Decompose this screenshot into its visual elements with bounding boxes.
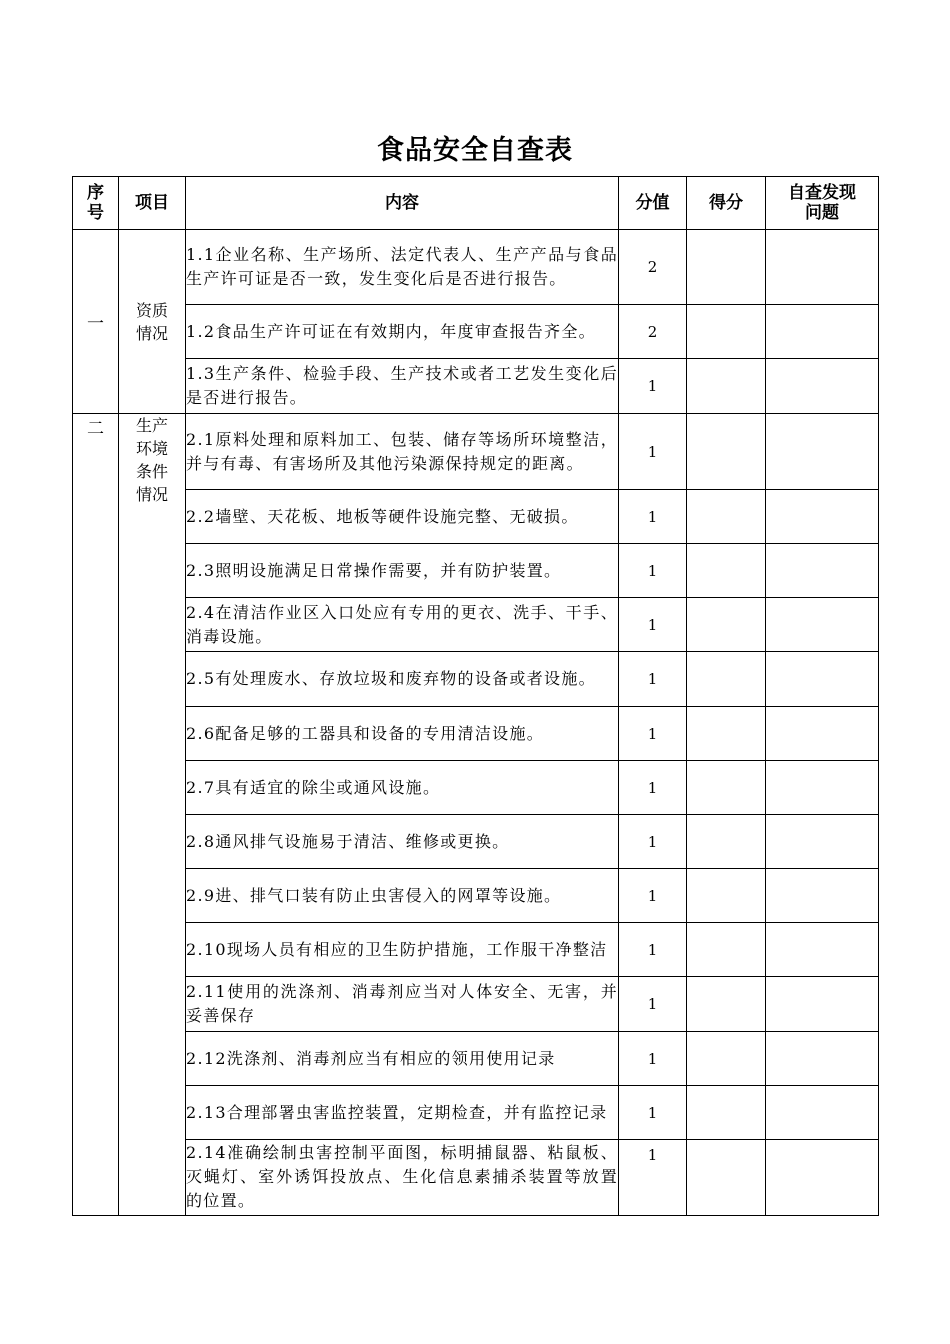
- row-score: 1: [619, 707, 687, 761]
- row-issues[interactable]: [766, 414, 879, 490]
- row-content: 2.5有处理废水、存放垃圾和废弃物的设备或者设施。: [186, 652, 619, 707]
- table-row: [73, 652, 879, 707]
- row-issues[interactable]: [766, 230, 879, 305]
- header-got: 得分: [687, 177, 766, 230]
- row-content: 2.3照明设施满足日常操作需要，并有防护装置。: [186, 544, 619, 598]
- section-seq: 一: [73, 230, 119, 414]
- table-row: [73, 977, 879, 1032]
- table-row: [73, 544, 879, 598]
- row-issues[interactable]: [766, 359, 879, 414]
- row-content: 2.6配备足够的工器具和设备的专用清洁设施。: [186, 707, 619, 761]
- row-got[interactable]: [687, 1032, 766, 1086]
- table-row: [73, 1086, 879, 1140]
- row-content: 2.1原料处理和原料加工、包装、储存等场所环境整洁，并与有毒、有害场所及其他污染源保持规定的距离。: [186, 414, 619, 490]
- row-issues[interactable]: [766, 490, 879, 544]
- table-row: [73, 490, 879, 544]
- row-content: 2.7具有适宜的除尘或通风设施。: [186, 761, 619, 815]
- table-row: [73, 761, 879, 815]
- row-issues[interactable]: [766, 1140, 879, 1216]
- row-content: 2.8通风排气设施易于清洁、维修或更换。: [186, 815, 619, 869]
- row-score: 2: [619, 305, 687, 359]
- row-got[interactable]: [687, 869, 766, 923]
- row-issues[interactable]: [766, 707, 879, 761]
- table-row: [73, 414, 879, 490]
- table-row: [73, 230, 879, 305]
- row-score: 1: [619, 815, 687, 869]
- row-content: 2.14准确绘制虫害控制平面图，标明捕鼠器、粘鼠板、灭蝇灯、室外诱饵投放点、生化信息素捕杀装置等放置的位置。: [186, 1140, 619, 1216]
- row-score: 1: [619, 869, 687, 923]
- row-score: 1: [619, 761, 687, 815]
- row-content: 2.10现场人员有相应的卫生防护措施，工作服干净整洁: [186, 923, 619, 977]
- table-row: [73, 815, 879, 869]
- row-got[interactable]: [687, 230, 766, 305]
- row-issues[interactable]: [766, 652, 879, 707]
- row-content: 2.11使用的洗涤剂、消毒剂应当对人体安全、无害，并妥善保存: [186, 977, 619, 1032]
- header-issues: 自查发现问题: [766, 177, 879, 230]
- row-got[interactable]: [687, 305, 766, 359]
- table-row: [73, 923, 879, 977]
- row-score: 1: [619, 977, 687, 1032]
- row-got[interactable]: [687, 414, 766, 490]
- table-row: [73, 707, 879, 761]
- row-score: 1: [619, 1140, 687, 1216]
- row-issues[interactable]: [766, 1086, 879, 1140]
- row-got[interactable]: [687, 1086, 766, 1140]
- row-content: 2.2墙壁、天花板、地板等硬件设施完整、无破损。: [186, 490, 619, 544]
- table-row: [73, 1032, 879, 1086]
- row-got[interactable]: [687, 359, 766, 414]
- row-got[interactable]: [687, 923, 766, 977]
- header-item: 项目: [119, 177, 186, 230]
- row-issues[interactable]: [766, 1032, 879, 1086]
- row-score: 1: [619, 652, 687, 707]
- section-item: 资质情况: [119, 230, 186, 414]
- page-title: 食品安全自查表: [377, 135, 573, 166]
- row-issues[interactable]: [766, 598, 879, 652]
- row-content: 2.12洗涤剂、消毒剂应当有相应的领用使用记录: [186, 1032, 619, 1086]
- table-row: [73, 869, 879, 923]
- row-content: 1.3生产条件、检验手段、生产技术或者工艺发生变化后是否进行报告。: [186, 359, 619, 414]
- row-score: 1: [619, 1086, 687, 1140]
- table-row: [73, 305, 879, 359]
- row-got[interactable]: [687, 707, 766, 761]
- row-issues[interactable]: [766, 923, 879, 977]
- row-score: 1: [619, 359, 687, 414]
- row-content: 2.4在清洁作业区入口处应有专用的更衣、洗手、干手、消毒设施。: [186, 598, 619, 652]
- header-score: 分值: [619, 177, 687, 230]
- row-got[interactable]: [687, 598, 766, 652]
- row-score: 1: [619, 544, 687, 598]
- row-got[interactable]: [687, 815, 766, 869]
- row-content: 1.2食品生产许可证在有效期内，年度审查报告齐全。: [186, 305, 619, 359]
- row-content: 1.1企业名称、生产场所、法定代表人、生产产品与食品生产许可证是否一致，发生变化后是否进行报告。: [186, 230, 619, 305]
- header-content: 内容: [186, 177, 619, 230]
- row-score: 1: [619, 414, 687, 490]
- table-row: [73, 598, 879, 652]
- row-got[interactable]: [687, 977, 766, 1032]
- row-issues[interactable]: [766, 815, 879, 869]
- row-content: 2.13合理部署虫害监控装置，定期检查，并有监控记录: [186, 1086, 619, 1140]
- row-got[interactable]: [687, 652, 766, 707]
- row-content: 2.9进、排气口装有防止虫害侵入的网罩等设施。: [186, 869, 619, 923]
- row-score: 1: [619, 490, 687, 544]
- header-row: [73, 177, 879, 230]
- section-item: 生产环境条件情况: [119, 414, 186, 1216]
- table-row: [73, 359, 879, 414]
- row-got[interactable]: [687, 1140, 766, 1216]
- row-score: 1: [619, 923, 687, 977]
- row-issues[interactable]: [766, 305, 879, 359]
- row-got[interactable]: [687, 490, 766, 544]
- row-issues[interactable]: [766, 869, 879, 923]
- row-issues[interactable]: [766, 761, 879, 815]
- header-seq: 序号: [73, 177, 119, 230]
- row-issues[interactable]: [766, 544, 879, 598]
- self-check-table: [72, 176, 879, 1216]
- row-score: 1: [619, 598, 687, 652]
- row-issues[interactable]: [766, 977, 879, 1032]
- row-score: 2: [619, 230, 687, 305]
- row-score: 1: [619, 1032, 687, 1086]
- table-row: [73, 1140, 879, 1216]
- row-got[interactable]: [687, 761, 766, 815]
- row-got[interactable]: [687, 544, 766, 598]
- section-seq: 二: [73, 414, 119, 1216]
